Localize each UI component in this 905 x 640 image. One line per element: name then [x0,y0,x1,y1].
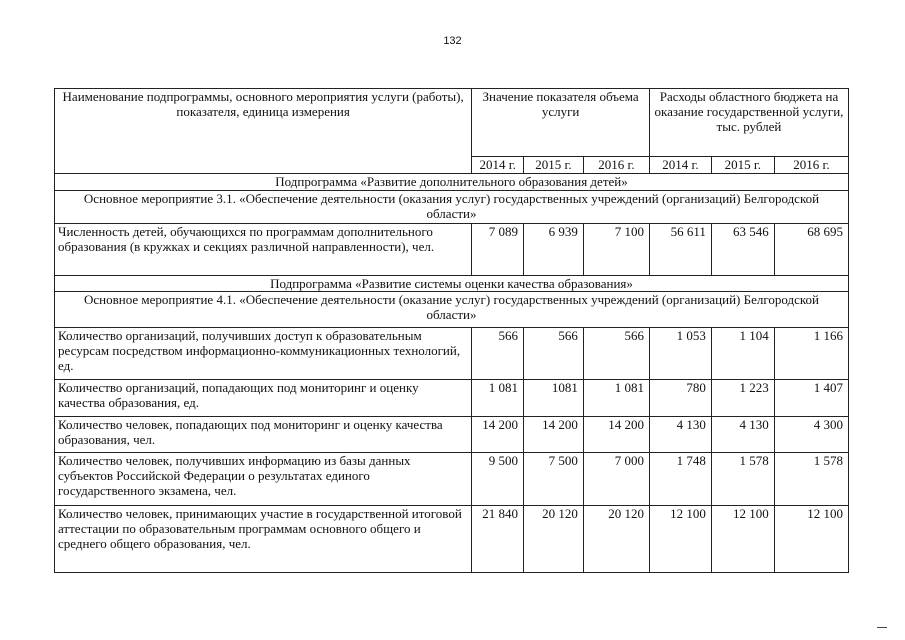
indicator-name: Численность детей, обучающихся по программам дополнительного образования (в кружках и секциях различной направленности), чел. [55,224,472,276]
scan-mark [877,627,887,628]
year-header: 2014 г. [649,157,711,174]
table-row [55,328,849,380]
table-row [55,224,849,276]
indicator-name: Количество человек, получивших информацию из базы данных субъектов Российской Федерации о результатах единого государственного экзамена, чел. [55,453,472,506]
year-header: 2016 г. [583,157,649,174]
value-cell: 12 100 [711,506,774,573]
value-cell: 1 748 [649,453,711,506]
value-cell: 4 300 [774,417,848,453]
indicator-name: Количество человек, попадающих под мониторинг и оценку качества образования, чел. [55,417,472,453]
measure-heading: Основное мероприятие 3.1. «Обеспечение деятельности (оказания услуг) государственных учреждений (организаций) Белгородской области» [55,191,849,224]
value-cell: 56 611 [649,224,711,276]
value-cell: 9 500 [472,453,524,506]
value-cell: 7 500 [524,453,584,506]
value-cell: 21 840 [472,506,524,573]
header-volume: Значение показателя объема услуги [472,89,650,157]
value-cell: 68 695 [774,224,848,276]
value-cell: 7 089 [472,224,524,276]
value-cell: 1081 [524,380,584,417]
subprogram-heading: Подпрограмма «Развитие системы оценки качества образования» [55,276,849,292]
value-cell: 12 100 [649,506,711,573]
value-cell: 780 [649,380,711,417]
value-cell: 4 130 [649,417,711,453]
year-header: 2014 г. [472,157,524,174]
value-cell: 14 200 [524,417,584,453]
value-cell: 1 578 [711,453,774,506]
subprogram-heading: Подпрограмма «Развитие дополнительного образования детей» [55,174,849,191]
table-row [55,417,849,453]
value-cell: 7 100 [583,224,649,276]
value-cell: 566 [583,328,649,380]
indicator-name: Количество организаций, получивших доступ к образовательным ресурсам посредством информационно-коммуникационных технологий, ед. [55,328,472,380]
value-cell: 14 200 [472,417,524,453]
value-cell: 12 100 [774,506,848,573]
year-header: 2015 г. [524,157,584,174]
value-cell: 1 053 [649,328,711,380]
value-cell: 1 407 [774,380,848,417]
year-header: 2015 г. [711,157,774,174]
table-row [55,380,849,417]
value-cell: 1 081 [583,380,649,417]
value-cell: 20 120 [524,506,584,573]
value-cell: 6 939 [524,224,584,276]
value-cell: 14 200 [583,417,649,453]
value-cell: 4 130 [711,417,774,453]
value-cell: 1 578 [774,453,848,506]
value-cell: 1 223 [711,380,774,417]
header-name: Наименование подпрограммы, основного мероприятия услуги (работы), показателя, единица измерения [55,89,472,174]
value-cell: 20 120 [583,506,649,573]
table-row [55,453,849,506]
value-cell: 63 546 [711,224,774,276]
table-row [55,506,849,573]
page-number: 132 [443,35,462,47]
indicator-name: Количество организаций, попадающих под мониторинг и оценку качества образования, ед. [55,380,472,417]
value-cell: 1 166 [774,328,848,380]
value-cell: 566 [472,328,524,380]
year-header: 2016 г. [774,157,848,174]
value-cell: 566 [524,328,584,380]
value-cell: 7 000 [583,453,649,506]
indicator-name: Количество человек, принимающих участие в государственной итоговой аттестации по образовательным программам основного общего и среднего общего образования, чел. [55,506,472,573]
value-cell: 1 104 [711,328,774,380]
header-expense: Расходы областного бюджета на оказание государственной услуги, тыс. рублей [649,89,848,157]
value-cell: 1 081 [472,380,524,417]
measure-heading: Основное мероприятие 4.1. «Обеспечение деятельности (оказание услуг) государственных учреждений (организаций) Белгородской области» [55,292,849,328]
indicator-table [54,88,849,573]
